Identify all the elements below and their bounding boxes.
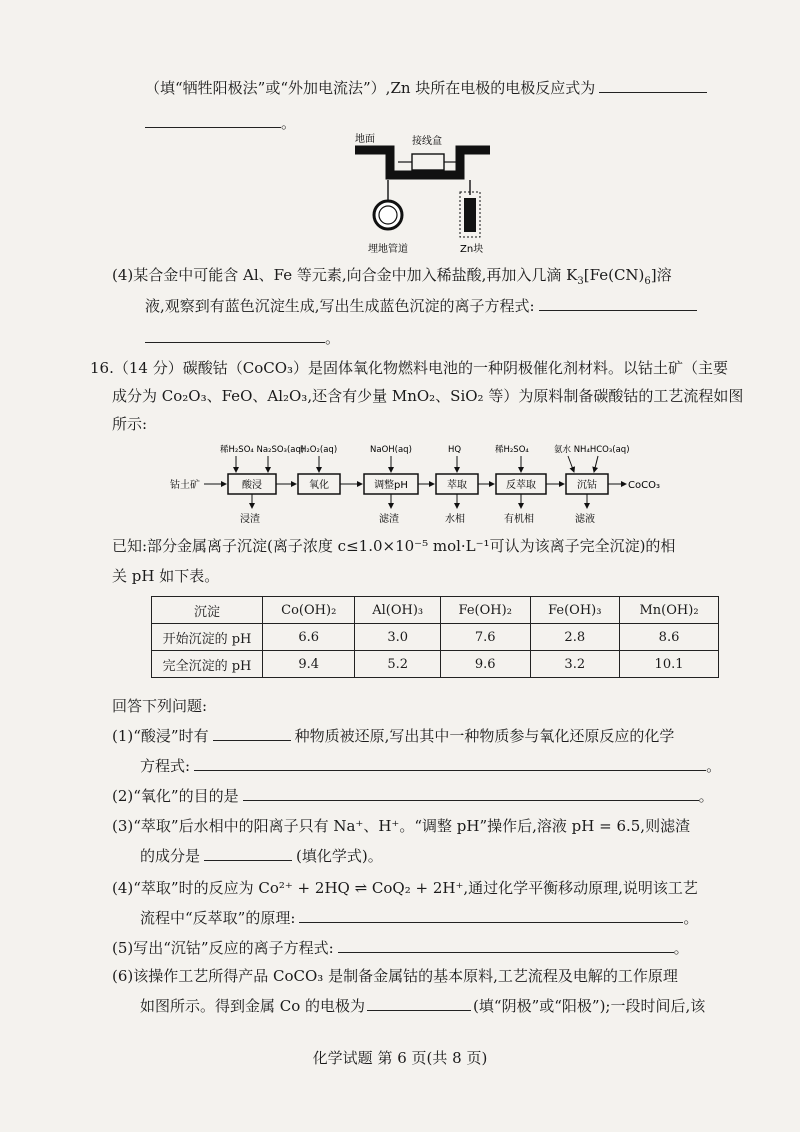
table-cell: 7.6 [440,624,530,651]
table-cell: 完全沉淀的 pH [152,651,263,678]
question-3: (3)“萃取”后水相中的阳离子只有 Na⁺、H⁺。“调整 pH”操作后,溶液 pH = 6.5,则滤渣 [112,817,691,835]
table-cell: 9.4 [263,651,355,678]
answer-blank[interactable] [243,786,699,801]
question-6: (6)该操作工艺所得产品 CoCO₃ 是制备金属钴的基本原料,工艺流程及电解的工作原理 [112,967,678,985]
answer-blank[interactable] [145,113,281,128]
flow-output: 水相 [445,514,465,525]
question-1: (1)“酸浸”时有 种物质被还原,写出其中一种物质参与氧化还原反应的化学 [112,727,675,745]
question-4-line1: (4)某合金中可能含 Al、Fe 等元素,向合金中加入稀盐酸,再加入几滴 $K_3[Fe(CN)_6]$溶 [112,266,672,287]
table-cell: 开始沉淀的 pH [152,624,263,651]
problem-16-line3: 所示: [112,415,148,433]
table-header-row [152,597,719,624]
flow-output: 滤液 [575,514,595,525]
question-4-line3: 。 [145,328,340,348]
known-line2: 关 pH 如下表。 [112,567,220,585]
known-line1: 已知:部分金属离子沉淀(离子浓度 c≤1.0×10⁻⁵ mol·L⁻¹可认为该离子完全沉淀)的相 [112,537,676,555]
table-cell: 沉淀 [152,597,263,624]
question-text: （填“牺牲阳极法”或“外加电流法”）,Zn 块所在电极的电极反应式为 [145,78,707,98]
question-4: (4)“萃取”时的反应为 Co²⁺ + 2HQ ⇌ CoQ₂ + 2H⁺,通过化学平衡移动原理,说明该工艺 [112,879,698,897]
table-cell: Mn(OH)₂ [620,597,719,624]
table-cell: Al(OH)₃ [355,597,441,624]
table-cell: Fe(OH)₂ [440,597,530,624]
flow-reagent: HQ [448,445,462,455]
answer-blank[interactable] [204,846,292,861]
flow-step-label: 反萃取 [506,480,536,491]
table-cell: 6.6 [263,624,355,651]
answer-blank[interactable] [539,296,697,311]
problem-16-line2: 成分为 Co₂O₃、FeO、Al₂O₃,还含有少量 MnO₂、SiO₂ 等）为原料制备碳酸钴的工艺流程如图 [112,387,744,405]
table-cell: Co(OH)₂ [263,597,355,624]
flow-step-label: 酸浸 [242,480,262,491]
table-cell: 5.2 [355,651,441,678]
table-cell: 10.1 [620,651,719,678]
junction-box [412,154,444,170]
answer-intro: 回答下列问题: [112,697,208,715]
question-4-cont: 流程中“反萃取”的原理: 。 [140,909,699,927]
answer-blank[interactable] [367,996,471,1011]
ground-label: 地面 [355,134,375,145]
flow-start: 钴土矿 [170,480,200,491]
problem-16-line1: 16.（14 分）碳酸钴（CoCO₃）是固体氧化物燃料电池的一种阴极催化剂材料。以钴土矿（主要 [90,359,729,377]
pipe-label: 埋地管道 [368,244,408,255]
flow-end: CoCO₃ [628,480,660,491]
question-3-cont: 的成分是 (填化学式)。 [140,847,383,865]
answer-blank[interactable] [194,756,706,771]
ph-table [151,596,719,678]
flow-reagent: NaOH(aq) [370,445,412,455]
answer-blank[interactable] [213,726,291,741]
table-row [152,651,719,678]
flow-reagent: 氨水 NH₄HCO₃(aq) [554,445,630,455]
question-4-line2: 液,观察到有蓝色沉淀生成,写出生成蓝色沉淀的离子方程式: [145,296,697,316]
question-text: 。 [145,113,296,133]
flow-step-label: 萃取 [447,480,467,491]
process-flow-diagram [170,440,690,530]
question-6-cont: 如图所示。得到金属 Co 的电极为 (填“阴极”或“阳极”);一段时间后,该 [140,997,706,1015]
flow-reagent: 稀H₂SO₄ Na₂SO₃(aq) [220,445,305,455]
flow-step-label: 调整pH [374,480,408,491]
flow-output: 有机相 [504,514,534,525]
answer-blank[interactable] [338,938,674,953]
table-cell: Fe(OH)₃ [530,597,620,624]
flow-reagent: 稀H₂SO₄ [495,445,529,455]
flow-reagent: H₂O₂(aq) [300,445,338,455]
question-1-cont: 方程式: 。 [140,757,722,775]
zn-label: Zn块 [460,244,484,255]
answer-blank[interactable] [299,908,683,923]
box-label: 接线盒 [412,136,442,147]
flow-output: 滤渣 [379,514,399,525]
flow-output: 浸渣 [240,514,260,525]
table-cell: 3.2 [530,651,620,678]
question-5: (5)写出“沉钴”反应的离子方程式: 。 [112,939,689,957]
zinc-block [464,198,476,232]
question-2: (2)“氧化”的目的是 。 [112,787,714,805]
table-cell: 9.6 [440,651,530,678]
answer-blank[interactable] [599,78,707,93]
page-footer: 化学试题 第 6 页(共 8 页) [312,1049,488,1067]
answer-blank[interactable] [145,328,325,343]
flow-step-label: 氧化 [309,480,329,491]
table-cell: 3.0 [355,624,441,651]
flow-step-label: 沉钴 [577,480,597,491]
table-cell: 2.8 [530,624,620,651]
cathodic-protection-diagram [350,130,500,260]
table-cell: 8.6 [620,624,719,651]
table-row [152,624,719,651]
